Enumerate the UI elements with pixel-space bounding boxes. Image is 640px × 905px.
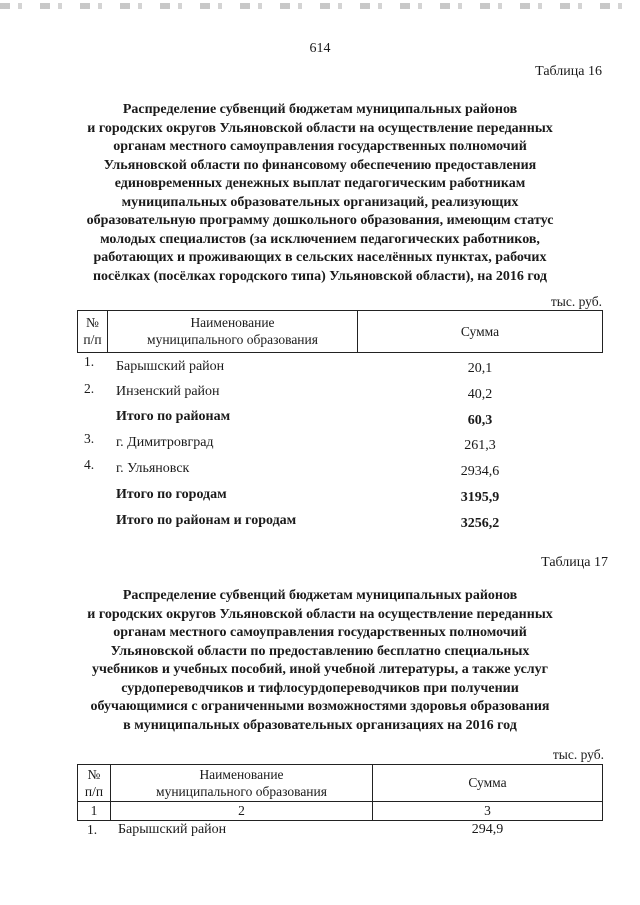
colnum-3: 3 xyxy=(484,803,491,818)
page-number: 614 xyxy=(309,41,331,56)
table-border-top xyxy=(77,310,603,311)
title-line: Распределение субвенций бюджетам муниципальных районов xyxy=(122,588,518,603)
row-num: 1. xyxy=(87,822,98,837)
row-sum: 261,3 xyxy=(464,438,496,453)
colnum-2: 2 xyxy=(238,803,245,818)
header-sum: Сумма xyxy=(460,324,500,339)
table-border-header xyxy=(77,352,603,353)
header-name: Наименование муниципального образования xyxy=(147,315,318,347)
table-border-top xyxy=(77,764,603,765)
title-line: молодых специалистов (за исключением педагогических работников, xyxy=(100,231,540,247)
row-name: Инзенский район xyxy=(116,384,220,399)
row-sum-total: 60,3 xyxy=(467,413,493,428)
header-num: № п/п xyxy=(83,315,102,347)
row-name-total: Итого по городам xyxy=(116,487,227,502)
title-line: органам местного самоуправления государственных полномочий xyxy=(113,139,527,154)
title-line: и городских округов Ульяновской области на осуществление переданных xyxy=(87,606,553,622)
title-line: в муниципальных образовательных организациях на 2016 год xyxy=(123,717,517,733)
table16-label: Таблица 16 xyxy=(535,64,602,79)
row-num: 1. xyxy=(84,354,95,369)
colnum-1: 1 xyxy=(90,803,98,818)
title-line: единовременных денежных выплат педагогическим работникам xyxy=(114,176,526,191)
title-line: органам местного самоуправления государственных полномочий xyxy=(113,625,527,640)
row-sum: 20,1 xyxy=(467,361,493,376)
row-sum-total: 3256,2 xyxy=(460,516,500,531)
table17-label: Таблица 17 xyxy=(541,555,608,570)
table-border-right xyxy=(602,310,603,353)
header-sum: Сумма xyxy=(468,775,507,790)
table16-title xyxy=(60,101,580,286)
row-num: 3. xyxy=(84,431,95,446)
title-line: Ульяновской области по финансовому обеспечению предоставления xyxy=(103,157,537,173)
row-name: г. Димитровград xyxy=(116,435,214,450)
title-line: работающих и проживающих в сельских населённых пунктах, рабочих xyxy=(93,250,547,265)
row-sum-total: 3195,9 xyxy=(460,490,500,505)
table17-title xyxy=(60,587,580,735)
row-name: г. Ульяновск xyxy=(116,461,190,476)
title-line: Распределение субвенций бюджетам муниципальных районов xyxy=(122,102,518,117)
row-name-total: Итого по районам xyxy=(116,409,231,424)
table16-units: тыс. руб. xyxy=(550,294,602,309)
table-border-right xyxy=(602,764,603,821)
row-sum: 40,2 xyxy=(467,387,493,402)
title-line: посёлках (посёлках городского типа) Ульяновской области), на 2016 год xyxy=(92,268,548,284)
title-line: Ульяновской области по предоставлению бесплатно специальных xyxy=(110,643,530,659)
row-sum: 2934,6 xyxy=(460,464,500,479)
title-line: муниципальных образовательных организаций, реализующих xyxy=(121,194,519,210)
title-line: образовательную программу дошкольного образования, имеющим статус xyxy=(86,213,554,228)
title-line: сурдопереводчиков и тифлосурдопереводчиков при получении xyxy=(121,680,519,696)
title-line: учебников и учебных пособий, иной учебной литературы, а также услуг xyxy=(92,662,548,677)
row-sum: 294,9 xyxy=(471,822,504,837)
row-num: 2. xyxy=(84,381,95,396)
header-name: Наименование муниципального образования xyxy=(156,767,327,799)
row-name: Барышский район xyxy=(116,359,225,374)
table17-units: тыс. руб. xyxy=(552,747,604,762)
row-name: Барышский район xyxy=(118,822,227,837)
row-name-total: Итого по районам и городам xyxy=(116,513,297,528)
scan-artifact xyxy=(0,3,640,9)
row-num: 4. xyxy=(84,457,95,472)
table-border-colnums xyxy=(77,820,603,821)
title-line: обучающимися с ограниченными возможностями здоровья образования xyxy=(90,699,550,714)
header-num: № п/п xyxy=(84,767,104,799)
title-line: и городских округов Ульяновской области на осуществление переданных xyxy=(87,120,553,136)
